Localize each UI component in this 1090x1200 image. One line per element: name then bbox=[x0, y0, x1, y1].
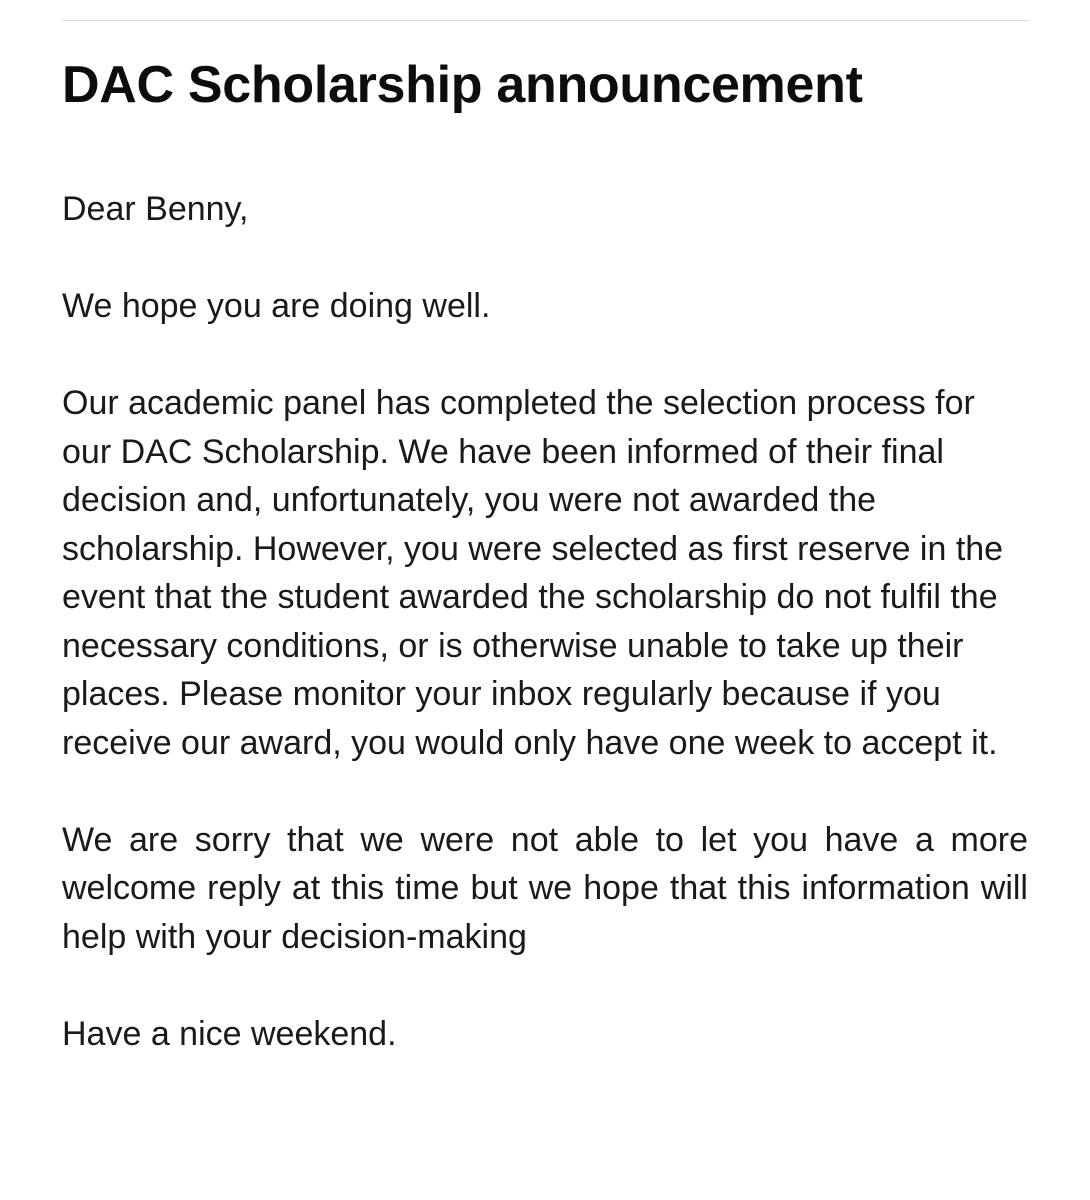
email-paragraph-decision: Our academic panel has completed the selection process for our DAC Scholarship. We have been informed of their final decision and, unfortunately, you were not awarded the scholarship. However, you were selected as first reserve in the event that the student awarded the scholarship do not fulfil the necessary conditions, or is otherwise unable to take up their places. Please monitor your inbox regularly because if you receive our award, you would only have one week to accept it. bbox=[62, 384, 1004, 762]
email-paragraph-wellwishes: We hope you are doing well. bbox=[62, 287, 491, 325]
header-divider bbox=[62, 20, 1028, 21]
email-paragraph-signoff: Have a nice weekend. bbox=[62, 1014, 397, 1053]
email-greeting: Dear Benny, bbox=[62, 190, 249, 228]
email-body bbox=[62, 185, 1028, 1107]
email-subject: DAC Scholarship announcement bbox=[62, 56, 863, 114]
email-paragraph-apology: We are sorry that we were not able to let you have a more welcome reply at this time but we hope that this information will help with your decision-making bbox=[62, 820, 1028, 956]
